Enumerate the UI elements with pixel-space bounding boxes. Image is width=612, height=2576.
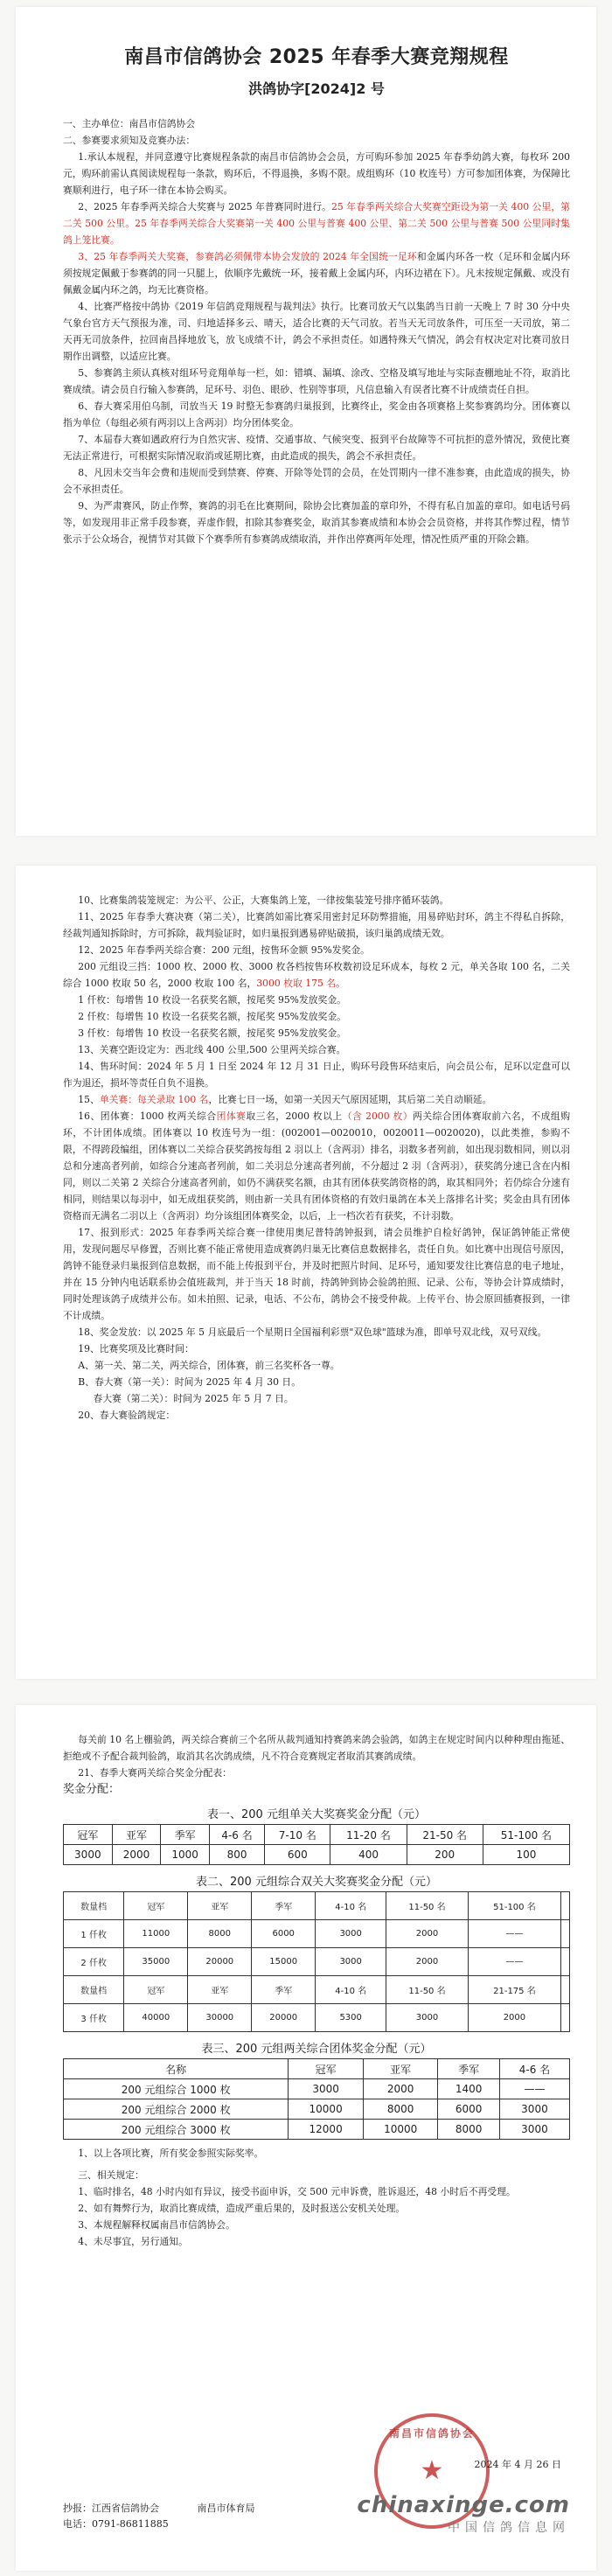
rule-12b-highlight: 3000 枚取 175 名 — [256, 978, 337, 989]
table-cell: 5300 — [316, 2004, 386, 2032]
table-header-cell: 4-10 名 — [316, 1892, 386, 1920]
table-header-cell: 11-20 名 — [330, 1825, 407, 1845]
rule-16-highlight-a: 团体赛 — [216, 1110, 247, 1122]
table-cell: 100 — [483, 1845, 569, 1865]
rule-20: 20、春大赛验鸽规定： — [78, 1410, 176, 1421]
table-cell: 1 仟枚 — [64, 1920, 124, 1948]
table-cell — [561, 2004, 570, 2032]
related-rule-4: 4、未尽事宜，另行通知。 — [78, 2236, 188, 2247]
table-row — [64, 2120, 570, 2140]
table-cell: 40000 — [124, 2004, 188, 2032]
document-date: 2024 年 4 月 26 日 — [474, 2459, 561, 2470]
table-cell: 3000 — [386, 2004, 469, 2032]
table-header-cell: 亚军 — [188, 1976, 252, 2004]
rule-19-item-c: 春大赛（第二关）：时间为 2025 年 5 月 7 日。 — [93, 1393, 294, 1404]
table-header-cell: 冠军 — [124, 1976, 188, 2004]
rule-10: 10、比赛集鸽装笼规定：为公平、公正，大赛集鸽上笼，一律按集装笼号排序循环装鸽。 — [78, 895, 449, 906]
table-cell: 8000 — [188, 1920, 252, 1948]
table-header-cell: 亚军 — [112, 1825, 161, 1845]
note-1: 1、以上各项比赛，所有奖金参照实际奖率。 — [78, 2148, 264, 2159]
rule-13: 13、关赛空距设定为：西北线 400 公里,500 公里两关综合赛。 — [78, 1044, 346, 1055]
watermark-subtitle: 中国信鸽信息网 — [448, 2521, 570, 2535]
table-header-row — [64, 1825, 570, 1845]
rule-21: 21、春季大赛两关综合奖金分配表： — [78, 1767, 232, 1779]
bonus-line-2: 2 仟枚：每增售 10 枚设一名获奖名额，按尾奖 95%发放奖金。 — [78, 1011, 346, 1022]
table-single-stage-prizes — [63, 1824, 570, 1865]
table-cell: 20000 — [188, 1948, 252, 1976]
table-cell: 200 — [407, 1845, 483, 1865]
table-row — [64, 2079, 570, 2099]
rule-11: 11、2025 年春季大赛决赛（第二关），比赛鸽如需比赛采用密封足环防弊措施，用易碎贴封环，鸽主不得私自拆除，经裁判通知拆除时，方可拆除，裁判验证时，如归巢报到遇易碎贴破损，该归巢鸽成绩无效。 — [63, 911, 570, 939]
table-cell: —— — [468, 1920, 560, 1948]
table-cell: 20000 — [252, 2004, 316, 2032]
seal-text: 南昌市信鸽协会 — [388, 2427, 475, 2440]
table-header-cell: 11-50 名 — [386, 1976, 469, 2004]
rule-6: 6、春大赛采用伯乌制，司放当天 19 时整无参赛鸽归巢报到，比赛终止，奖金由各项赛格上奖参赛鸽均分。团体赛以指为单位（每组必须有两羽以上含两羽）均分团体奖金。 — [63, 400, 570, 428]
table-cell: 3000 — [316, 1948, 386, 1976]
table-cell: 6000 — [252, 1920, 316, 1948]
rule-5: 5、参赛鸽主须认真核对组环号竞翔单每一栏，如：错填、漏填、涂改、空格及填写地址与实际查棚地址不符，取消比赛成绩。请会员自行输入参赛鸽，足环号、羽色、眼砂、性别等事项，凡信息输入有误者比赛不计成绩责任自担。 — [63, 367, 570, 395]
table-header-cell: 21-175 名 — [468, 1976, 560, 2004]
table-header-row — [64, 2059, 570, 2079]
footer-phone: 电话：0791-86811885 — [63, 2518, 169, 2530]
rule-2-highlight: 25 年春季两关综合大奖赛空距设为第一关 400 公里，第二关 500 公里。25 年春季两关综合大奖赛第一关 400 公里与普赛 400 公里、第二关 500 公里与普赛 500 公里同时集鸽上笼比赛。 — [63, 201, 570, 246]
table-cell: 6000 — [438, 2099, 499, 2120]
rule-19: 19、比赛奖项及比赛时间： — [78, 1343, 194, 1354]
table-team-prizes — [63, 2058, 570, 2140]
table-cell: 3000 — [316, 1920, 386, 1948]
table-2-caption: 表二、200 元组综合双关大奖赛奖金分配（元） — [196, 1876, 437, 1889]
rule-16: 16、团体赛：1000 枚两关综合团体赛取三名，2000 枚以上（含 2000 枚）两关综合团体赛取前六名，不成组购环，不计团体成绩。团体赛以 10 枚连号为一组：(002001—0020010，0020011—0020020)，以此类推，参购不限，不得跨段编组，团体赛以二关综合获奖鸽按每组 2 羽以上（含两羽）排名，羽数多者列前，如出现羽数相同，则以羽总和分速高者列前，如综合分速高者列前，如二关羽总分速高者列前，不分超过 2 羽（含两羽），获奖鸽分速已含在内相同，则以二关第 2 关综合分速高者列前，如仍不满获奖名额，由其有团体获奖鸽资格的鸽，取其相同外；若仍综合分速有相同，则结果以每羽中，如无成组获奖鸽，则由新一关具有团体资格的有效归巢鸽在本关上落排名计奖；奖金由具有团体资格而无满名二羽以上（含两羽）均分该组团体赛奖金，以后，上一档次若有获奖，不计羽数。 — [63, 1110, 570, 1222]
table-cell: 12000 — [289, 2120, 364, 2140]
rule-7: 7、本届春大赛如遇政府行为自然灾害、疫情、交通事故、气候突变、报到平台故障等不可抗拒的意外情况，致使比赛无法正常进行，可根据实际情况取消或延期比赛，由此造成的损失，鸽会不承担责任。 — [63, 434, 570, 462]
table-header-cell: 11-50 名 — [386, 1892, 469, 1920]
table-cell: 10000 — [363, 2120, 438, 2140]
rule-14: 14、售环时间：2024 年 5 月 1 日至 2024 年 12 月 31 日止，购环号段售环结束后，向会员公布，足环以定盘可以作为退还，损坏等责任自负不退换。 — [63, 1061, 570, 1089]
table-cell: —— — [468, 1948, 560, 1976]
table-cell: 400 — [330, 1845, 407, 1865]
bonus-line-3: 3 仟枚：每增售 10 枚设一名获奖名额，按尾奖 95%发放奖金。 — [78, 1027, 346, 1039]
rule-1: 1.承认本规程，并同意遵守比赛规程条款的南昌市信鸽协会会员，方可购环参加 2025 年春季幼鸽大赛，每枚环 200 元，购环前需认真阅读规程每一条款，购环后，不得退换，多购不限。成组购环（10 枚连号）方可参加团体赛，为保障比赛顺利进行，电子环一律在本协会购买。 — [63, 151, 570, 196]
table-cell: 2000 — [112, 1845, 161, 1865]
table-row — [64, 1948, 570, 1976]
rule-9: 9、为严肃赛风，防止作弊，赛鸽的羽毛在比赛期间，除协会比赛加盖的章印外，不得有私自加盖的章印。如电话号码等，如发现用非正常手段参赛，弄虚作假，扣除其参赛奖金，取消其参赛成绩和本协会会员资格，并将其作弊过程，情节张示于公众场合，视情节对其做下个赛季所有参赛鸽成绩取消，并作出停赛两年处理，情况性质严重的开除会籍。 — [63, 500, 570, 545]
table-header-cell: 冠军 — [289, 2059, 364, 2079]
table-header-cell — [561, 1892, 570, 1920]
prize-heading: 奖金分配： — [63, 1783, 121, 1796]
table-row — [64, 1845, 570, 1865]
table-cell: 2000 — [386, 1920, 469, 1948]
table-header-cell: 冠军 — [124, 1892, 188, 1920]
footer — [63, 2501, 570, 2532]
table-header-cell — [561, 1976, 570, 2004]
table-header-cell: 数量档 — [64, 1892, 124, 1920]
section-organizer: 一、主办单位：南昌市信鸽协会 — [63, 118, 196, 129]
table-header-cell: 季军 — [252, 1892, 316, 1920]
table-cell: 11000 — [124, 1920, 188, 1948]
rule-8: 8、凡因未交当年会费和违规而受到禁赛、停赛、开除等处罚的会员，在处罚期内一律不准参赛，由此造成的损失，协会不承担责任。 — [63, 467, 570, 495]
table-cell: 8000 — [438, 2120, 499, 2140]
table-cell: 3000 — [499, 2099, 569, 2120]
rule-3-highlight: 3、25 年春季两关大奖赛，参赛鸽必须佩带本协会发放的 2024 年全国统一足环 — [78, 251, 417, 262]
rule-17: 17、报到形式：2025 年春季两关综合赛一律使用奥尼普特鸽钟报到，请会员维护自检好鸽钟，保证鸽钟能正常使用，发现问题尽早修置，否则比赛不能正常使用造成赛鸽归巢无比赛信息数据排名，责任自负。如比赛中出现信号原因，鸽钟不能登录归巢报到信息数据，而不能上传报到平台，并及时把照片时间、足环号，通知要发往比赛信息的电子地址，并在 15 分钟内电话联系协会值班裁判，并于当天 18 时前，持鸽钟到协会验鸽拍照、记录、公布，等协会计算成绩时，同时处理该鸽子成绩并公布。如未拍照、记录，电话、不公布，鸽协会不接受仲裁。上传平台、协会原回插赛报到，一律不计成绩。 — [63, 1227, 570, 1321]
table-cell: 800 — [209, 1845, 264, 1865]
document-number: 洪鸽协字[2024]2 号 — [248, 80, 385, 97]
rule-12b: 200 元组设三挡：1000 枚、2000 枚、3000 枚各档按售环枚数初设足环成本，每枚 2 元，单关各取 100 名，二关综合 1000 枚取 50 名，2000 枚取 100 名，3000 枚取 175 名。 — [63, 961, 570, 989]
table-cell — [561, 1920, 570, 1948]
rule-2: 2、2025 年春季两关综合大奖赛与 2025 年普赛同时进行。25 年春季两关综合大奖赛空距设为第一关 400 公里，第二关 500 公里。25 年春季两关综合大奖赛第一关 400 公里与普赛 400 公里、第二关 500 公里与普赛 500 公里同时集鸽上笼比赛。 — [63, 201, 570, 246]
table-combined-stage-prizes — [63, 1891, 570, 2032]
rule-19-item-a: A、第一关、第二关，两关综合，团体赛，前三名奖杯各一尊。 — [78, 1360, 340, 1371]
table-header-cell: 数量档 — [64, 1976, 124, 2004]
table-cell — [561, 1948, 570, 1976]
table-cell: 10000 — [289, 2099, 364, 2120]
bonus-line-1: 1 仟枚：每增售 10 枚设一名获奖名额，按尾奖 95%发放奖金。 — [78, 994, 346, 1006]
table-cell: 2000 — [386, 1948, 469, 1976]
table-row — [64, 2099, 570, 2120]
table-header-cell: 4-6 名 — [499, 2059, 569, 2079]
table-cell: 200 元组综合 2000 枚 — [64, 2099, 289, 2120]
table-cell: 3000 — [64, 1845, 113, 1865]
table-cell: 15000 — [252, 1948, 316, 1976]
table-header-cell: 4-6 名 — [209, 1825, 264, 1845]
footer-cc2: 南昌市体育局 — [197, 2503, 255, 2514]
related-rule-3: 3、本规程解释权属南昌市信鸽协会。 — [78, 2219, 235, 2231]
table-row — [64, 1920, 570, 1948]
table-cell: 3000 — [499, 2120, 569, 2140]
table-cell: 8000 — [363, 2099, 438, 2120]
table-header-cell: 51-100 名 — [468, 1892, 560, 1920]
table-3-caption: 表三、200 元组两关综合团体奖金分配（元） — [201, 2043, 432, 2056]
table-header-row — [64, 1892, 570, 1920]
related-heading: 三、相关规定： — [78, 2169, 144, 2181]
table-cell: 200 元组综合 3000 枚 — [64, 2120, 289, 2140]
rule-18: 18、奖金发放：以 2025 年 5 月底最后一个星期日全国福利彩票"双色球"篮球为准，即单号双北线，双号双线。 — [78, 1326, 547, 1338]
table-cell: 1000 — [161, 1845, 210, 1865]
rule-3: 3、25 年春季两关大奖赛，参赛鸽必须佩带本协会发放的 2024 年全国统一足环和金属内环各一枚（足环和金属内环须按规定佩戴于参赛鸽的同一只腿上，依顺序先戴统一环，接着戴上金属内环，内环边裙在下）。凡未按规定佩戴、或没有佩戴金属内环之鸽，均无比赛资格。 — [63, 251, 570, 296]
table-cell: 2000 — [468, 2004, 560, 2032]
verification-intro: 每关前 10 名上棚验鸽，两关综合赛前三个名所从裁判通知持赛鸽来鸽会验鸽，如鸽主在规定时间内以种种理由拖延、拒绝或不予配合裁判验鸽，取消其名次鸽成绩，凡不符合竞赛规定者取消其赛鸽成绩。 — [63, 1734, 570, 1762]
table-header-cell: 亚军 — [188, 1892, 252, 1920]
table-header-cell: 亚军 — [363, 2059, 438, 2079]
table-cell: 200 元组综合 1000 枚 — [64, 2079, 289, 2099]
table-cell: 30000 — [188, 2004, 252, 2032]
table-header-cell: 21-50 名 — [407, 1825, 483, 1845]
rule-15: 15、单关赛：每关录取 100 名，比赛七日一场，如第一关因天气原因延期，其后第二关自动顺延。 — [78, 1094, 492, 1105]
watermark-url: chinaxinge.com — [357, 2492, 570, 2518]
table-header-cell: 51-100 名 — [483, 1825, 569, 1845]
rule-19-item-b: B、春大赛（第一关）：时间为 2025 年 4 月 30 日。 — [78, 1376, 302, 1388]
rule-15-highlight: 单关赛：每关录取 100 名 — [99, 1094, 209, 1105]
table-cell: 3 仟枚 — [64, 2004, 124, 2032]
rule-12: 12、2025 年春季两关综合赛：200 元组，按售环金额 95%发奖金。 — [78, 944, 370, 956]
table-header-cell: 季军 — [161, 1825, 210, 1845]
rule-16-highlight-b: （含 2000 枚） — [342, 1110, 414, 1122]
rule-4: 4、比赛严格按中鸽协《2019 年信鸽竞翔规程与裁判法》执行。比赛司放天气以集鸽当日前一天晚上 7 时 30 分中央气象台官方天气预报为准，司、归地适择多云、晴天，适合比赛的天气司放。若当天无司放条件，可压至一天司放，第二天再无司放条件，拉回南昌择地放飞，放飞成绩不计，鸽会不承担责任。如遇特殊天气情况，鸽会有权决定对比赛司放日期作出调整，以适应比赛。 — [63, 301, 570, 362]
table-cell: 600 — [265, 1845, 330, 1865]
table-header-cell: 季军 — [438, 2059, 499, 2079]
table-cell: 2 仟枚 — [64, 1948, 124, 1976]
table-cell: 1400 — [438, 2079, 499, 2099]
section-requirements: 二、参赛要求须知及竞赛办法： — [63, 135, 196, 146]
table-cell: 3000 — [289, 2079, 364, 2099]
table-header-cell: 名称 — [64, 2059, 289, 2079]
table-header-cell: 冠军 — [64, 1825, 113, 1845]
table-header-cell: 季军 — [252, 1976, 316, 2004]
document-page-2 — [16, 866, 596, 1679]
footer-cc: 抄报：江西省信鸽协会 — [63, 2503, 159, 2514]
table-header-cell: 7-10 名 — [265, 1825, 330, 1845]
table-cell: 35000 — [124, 1948, 188, 1976]
table-header-row — [64, 1976, 570, 2004]
table-header-cell: 4-10 名 — [316, 1976, 386, 2004]
table-1-caption: 表一、200 元组单关大奖赛奖金分配（元） — [207, 1808, 426, 1821]
document-page-3 — [16, 1705, 596, 2571]
table-cell: 2000 — [363, 2079, 438, 2099]
related-rule-1: 1、临时排名，48 小时内如有异议，接受书面申诉，交 500 元申诉费，胜诉退还，48 小时后不再受理。 — [78, 2186, 516, 2197]
table-cell: —— — [499, 2079, 569, 2099]
star-icon: ★ — [420, 2455, 444, 2486]
document-title: 南昌市信鸽协会 2025 年春季大赛竞翔规程 — [124, 46, 509, 68]
table-row — [64, 2004, 570, 2032]
document-page-1 — [16, 7, 596, 836]
related-rule-2: 2、如有舞弊行为，取消比赛成绩，造成严重后果的，及时报送公安机关处理。 — [78, 2203, 406, 2214]
